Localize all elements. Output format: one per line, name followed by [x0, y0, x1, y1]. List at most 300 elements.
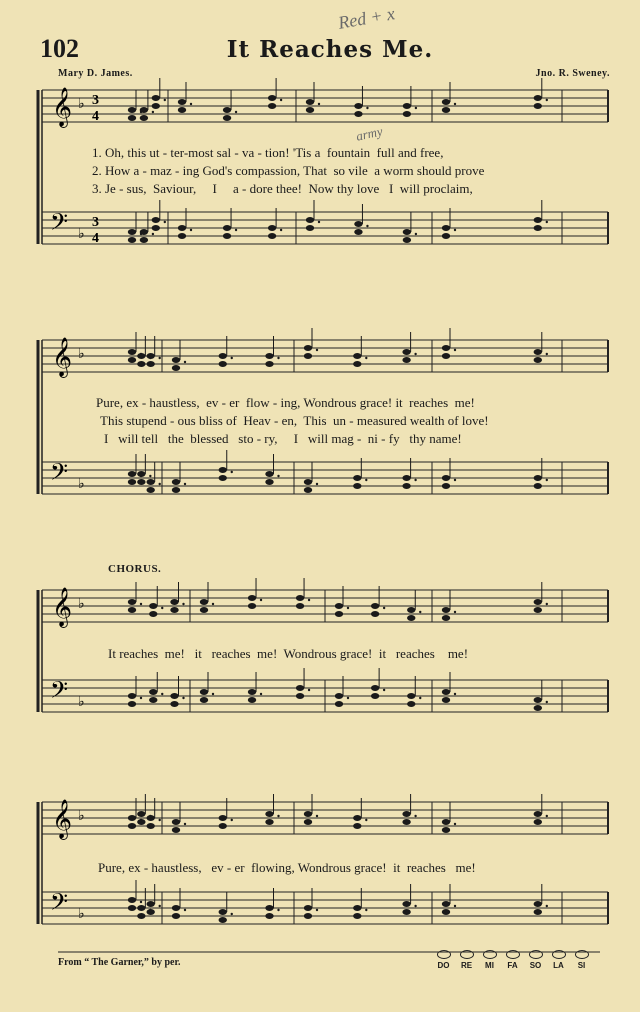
note-head — [296, 603, 304, 609]
note-dot — [365, 909, 367, 911]
note-head — [170, 693, 178, 699]
note-dot — [454, 823, 456, 825]
note-head — [268, 95, 276, 101]
solfege-la: LA — [547, 950, 570, 970]
note-head — [149, 689, 157, 695]
note-dot — [366, 225, 368, 227]
note-head — [534, 697, 542, 703]
note-dot — [231, 913, 233, 915]
note-dot — [318, 221, 320, 223]
note-dot — [277, 909, 279, 911]
note-head — [353, 823, 361, 829]
note-head — [219, 917, 227, 923]
note-dot — [347, 697, 349, 699]
note-head — [147, 361, 155, 367]
note-dot — [316, 909, 318, 911]
bass-clef-icon: 𝄢 — [50, 458, 69, 491]
note-head — [137, 819, 145, 825]
note-head — [172, 819, 180, 825]
note-dot — [308, 599, 310, 601]
note-head — [137, 913, 145, 919]
author-credit: Mary D. James. — [58, 68, 133, 79]
note-head — [442, 901, 450, 907]
note-dot — [546, 479, 548, 481]
flat-sign-icon: ♭ — [78, 597, 85, 612]
treble-clef-icon: 𝄞 — [52, 337, 73, 377]
note-dot — [365, 479, 367, 481]
note-dot — [308, 689, 310, 691]
note-dot — [277, 357, 279, 359]
note-head — [402, 357, 410, 363]
note-dot — [182, 603, 184, 605]
note-dot — [454, 229, 456, 231]
verse-3-line-2: I will tell the blessed sto - ry, I will mag - ni - fy thy name! — [104, 431, 462, 446]
note-head — [402, 483, 410, 489]
note-dot — [277, 475, 279, 477]
note-head — [304, 487, 312, 493]
note-head — [178, 107, 186, 113]
note-head — [534, 95, 542, 101]
note-head — [128, 599, 136, 605]
note-head — [223, 233, 231, 239]
note-head — [178, 225, 186, 231]
note-head — [223, 225, 231, 231]
note-head — [128, 107, 136, 113]
note-head — [128, 357, 136, 363]
note-head — [442, 353, 450, 359]
note-head — [128, 905, 136, 911]
note-head — [353, 353, 361, 359]
note-dot — [414, 479, 416, 481]
note-head — [265, 819, 273, 825]
note-head — [265, 905, 273, 911]
note-dot — [365, 819, 367, 821]
note-head — [128, 115, 136, 121]
note-head — [265, 361, 273, 367]
note-dot — [184, 909, 186, 911]
note-dot — [414, 815, 416, 817]
note-head — [219, 361, 227, 367]
note-dot — [152, 233, 154, 235]
note-head — [442, 697, 450, 703]
note-head — [442, 107, 450, 113]
time-signature: 4 — [92, 231, 99, 246]
note-head — [140, 237, 148, 243]
note-head — [219, 909, 227, 915]
note-head — [219, 353, 227, 359]
note-dot — [454, 103, 456, 105]
flat-sign-icon: ♭ — [78, 347, 85, 362]
note-head — [128, 479, 136, 485]
note-dot — [182, 697, 184, 699]
solfege-so: SO — [524, 950, 547, 970]
note-head — [200, 697, 208, 703]
note-head — [147, 901, 155, 907]
note-head — [147, 479, 155, 485]
note-head — [407, 701, 415, 707]
note-head — [219, 823, 227, 829]
note-head — [128, 237, 136, 243]
note-dot — [546, 701, 548, 703]
note-head — [534, 811, 542, 817]
note-dot — [231, 471, 233, 473]
note-head — [534, 819, 542, 825]
note-dot — [419, 697, 421, 699]
note-dot — [415, 233, 417, 235]
note-dot — [164, 99, 166, 101]
note-head — [170, 599, 178, 605]
note-dot — [159, 819, 161, 821]
note-dot — [184, 483, 186, 485]
note-head — [147, 823, 155, 829]
verse-2-line-2: This stupend - ous bliss of Heav - en, This un - measured wealth of love! — [100, 413, 489, 428]
note-head — [265, 479, 273, 485]
note-head — [265, 913, 273, 919]
flat-sign-icon: ♭ — [78, 809, 85, 824]
note-dot — [546, 99, 548, 101]
treble-clef-icon: 𝄞 — [52, 799, 73, 839]
source-footer: From “ The Garner,” by per. — [58, 957, 181, 968]
note-head — [137, 353, 145, 359]
note-head — [265, 811, 273, 817]
note-head — [353, 905, 361, 911]
note-head — [149, 697, 157, 703]
flat-sign-icon: ♭ — [78, 477, 85, 492]
chorus-label: CHORUS. — [108, 563, 162, 575]
note-head — [442, 819, 450, 825]
note-head — [402, 909, 410, 915]
note-head — [371, 693, 379, 699]
note-head — [140, 107, 148, 113]
note-head — [172, 357, 180, 363]
note-head — [140, 115, 148, 121]
note-head — [442, 689, 450, 695]
note-dot — [164, 221, 166, 223]
note-head — [178, 99, 186, 105]
note-dot — [546, 905, 548, 907]
note-head — [534, 483, 542, 489]
note-head — [152, 95, 160, 101]
note-head — [534, 607, 542, 613]
note-head — [296, 595, 304, 601]
note-head — [296, 693, 304, 699]
note-dot — [546, 815, 548, 817]
note-head — [442, 233, 450, 239]
note-dot — [161, 693, 163, 695]
note-dot — [383, 607, 385, 609]
note-head — [172, 827, 180, 833]
note-dot — [347, 607, 349, 609]
note-dot — [318, 103, 320, 105]
note-head — [223, 107, 231, 113]
note-head — [248, 697, 256, 703]
note-head — [335, 611, 343, 617]
pencil-annotation: Red + x — [336, 3, 397, 33]
bass-clef-icon: 𝄢 — [50, 888, 69, 921]
note-dot — [190, 103, 192, 105]
solfege-do: DO — [432, 950, 455, 970]
note-head — [306, 225, 314, 231]
note-head — [147, 815, 155, 821]
note-head — [304, 345, 312, 351]
pencil-annotation-lyric: army — [354, 123, 384, 144]
note-head — [248, 595, 256, 601]
note-head — [137, 811, 145, 817]
note-dot — [414, 353, 416, 355]
note-head — [353, 483, 361, 489]
note-head — [354, 221, 362, 227]
note-head — [152, 217, 160, 223]
note-head — [371, 685, 379, 691]
note-head — [403, 111, 411, 117]
note-head — [403, 103, 411, 109]
note-head — [306, 217, 314, 223]
note-head — [200, 607, 208, 613]
chorus-line-2: Pure, ex - haustless, ev - er flowing, Wondrous grace! it reaches me! — [98, 860, 476, 875]
note-dot — [149, 475, 151, 477]
note-head — [296, 685, 304, 691]
note-head — [172, 365, 180, 371]
note-head — [248, 603, 256, 609]
note-head — [354, 229, 362, 235]
note-head — [137, 905, 145, 911]
note-head — [172, 913, 180, 919]
note-head — [147, 909, 155, 915]
note-head — [407, 693, 415, 699]
note-dot — [316, 349, 318, 351]
note-head — [442, 483, 450, 489]
note-dot — [184, 361, 186, 363]
note-head — [442, 345, 450, 351]
note-head — [534, 599, 542, 605]
note-dot — [454, 479, 456, 481]
note-head — [128, 823, 136, 829]
note-dot — [231, 819, 233, 821]
note-dot — [316, 483, 318, 485]
note-head — [200, 599, 208, 605]
note-dot — [159, 357, 161, 359]
note-head — [223, 115, 231, 121]
note-dot — [161, 607, 163, 609]
note-dot — [366, 107, 368, 109]
verse-1-line-1: 1. Oh, this ut - ter-most sal - va - tion! 'Tis a fountain full and free, — [92, 145, 444, 160]
flat-sign-icon: ♭ — [78, 695, 85, 710]
note-dot — [454, 693, 456, 695]
note-head — [152, 225, 160, 231]
note-head — [128, 607, 136, 613]
note-dot — [212, 603, 214, 605]
solfege-mi: MI — [478, 950, 501, 970]
note-head — [402, 819, 410, 825]
note-head — [534, 357, 542, 363]
solfege-si: SI — [570, 950, 593, 970]
note-dot — [419, 611, 421, 613]
note-head — [353, 361, 361, 367]
note-head — [442, 99, 450, 105]
note-head — [534, 225, 542, 231]
note-dot — [415, 107, 417, 109]
note-dot — [235, 111, 237, 113]
note-head — [128, 693, 136, 699]
note-head — [170, 607, 178, 613]
note-head — [147, 487, 155, 493]
note-head — [265, 471, 273, 477]
note-head — [172, 479, 180, 485]
note-head — [353, 913, 361, 919]
note-head — [306, 99, 314, 105]
note-head — [403, 229, 411, 235]
note-head — [265, 353, 273, 359]
note-dot — [159, 483, 161, 485]
note-head — [137, 471, 145, 477]
note-head — [304, 819, 312, 825]
note-head — [402, 349, 410, 355]
note-head — [128, 229, 136, 235]
note-dot — [414, 905, 416, 907]
note-head — [335, 693, 343, 699]
note-head — [354, 111, 362, 117]
note-dot — [190, 229, 192, 231]
note-dot — [365, 357, 367, 359]
solfege-fa: FA — [501, 950, 524, 970]
note-head — [442, 475, 450, 481]
note-head — [149, 611, 157, 617]
note-head — [152, 103, 160, 109]
verse-3-line-1: 3. Je - sus, Saviour, I a - dore thee! Now thy love I will proclaim, — [92, 181, 473, 196]
note-dot — [546, 221, 548, 223]
hymn-title: It Reaches Me. — [226, 36, 434, 63]
note-head — [128, 471, 136, 477]
note-dot — [546, 353, 548, 355]
note-head — [304, 353, 312, 359]
page-number: 102 — [40, 34, 79, 63]
note-dot — [231, 357, 233, 359]
treble-clef-icon: 𝄞 — [52, 87, 73, 127]
note-head — [140, 229, 148, 235]
note-head — [304, 811, 312, 817]
note-head — [534, 901, 542, 907]
note-dot — [277, 815, 279, 817]
note-head — [354, 103, 362, 109]
note-dot — [140, 603, 142, 605]
chorus-line-1: It reaches me! it reaches me! Wondrous grace! it reaches me! — [108, 646, 469, 661]
note-head — [128, 701, 136, 707]
note-head — [442, 615, 450, 621]
note-head — [219, 475, 227, 481]
verse-2-line-1: 2. How a - maz - ing God's compassion, That so vile a worm should prove — [92, 163, 485, 178]
note-head — [402, 901, 410, 907]
note-head — [534, 349, 542, 355]
note-head — [268, 103, 276, 109]
note-head — [534, 103, 542, 109]
note-head — [442, 827, 450, 833]
note-head — [219, 815, 227, 821]
note-head — [335, 701, 343, 707]
note-dot — [316, 815, 318, 817]
note-head — [403, 237, 411, 243]
note-dot — [152, 111, 154, 113]
note-dot — [454, 349, 456, 351]
note-head — [304, 913, 312, 919]
note-head — [442, 607, 450, 613]
flat-sign-icon: ♭ — [78, 907, 85, 922]
note-head — [178, 233, 186, 239]
time-signature: 3 — [92, 93, 99, 108]
note-head — [170, 701, 178, 707]
time-signature: 3 — [92, 215, 99, 230]
flat-sign-icon: ♭ — [78, 227, 85, 242]
note-head — [407, 615, 415, 621]
composer-credit: Jno. R. Sweney. — [535, 68, 610, 79]
note-dot — [260, 693, 262, 695]
note-dot — [280, 229, 282, 231]
treble-clef-icon: 𝄞 — [52, 587, 73, 627]
note-head — [219, 467, 227, 473]
note-head — [407, 607, 415, 613]
note-dot — [159, 905, 161, 907]
note-dot — [383, 689, 385, 691]
note-head — [534, 217, 542, 223]
note-head — [147, 353, 155, 359]
note-dot — [454, 905, 456, 907]
note-head — [534, 475, 542, 481]
note-head — [402, 475, 410, 481]
note-head — [268, 233, 276, 239]
note-head — [304, 905, 312, 911]
note-head — [248, 689, 256, 695]
note-head — [128, 815, 136, 821]
note-head — [268, 225, 276, 231]
note-head — [371, 611, 379, 617]
note-head — [534, 705, 542, 711]
note-head — [149, 603, 157, 609]
note-head — [442, 225, 450, 231]
note-head — [137, 361, 145, 367]
note-dot — [140, 697, 142, 699]
time-signature: 4 — [92, 109, 99, 124]
note-head — [371, 603, 379, 609]
verse-1-line-2: Pure, ex - haustless, ev - er flow - ing, Wondrous grace! it reaches me! — [96, 395, 475, 410]
note-dot — [140, 901, 142, 903]
note-head — [534, 909, 542, 915]
bass-clef-icon: 𝄢 — [50, 676, 69, 709]
note-head — [353, 475, 361, 481]
solfege-legend — [432, 950, 602, 973]
note-head — [128, 349, 136, 355]
note-dot — [454, 611, 456, 613]
note-dot — [235, 229, 237, 231]
note-head — [128, 897, 136, 903]
flat-sign-icon: ♭ — [78, 97, 85, 112]
solfege-re: RE — [455, 950, 478, 970]
note-dot — [546, 603, 548, 605]
note-head — [137, 479, 145, 485]
note-dot — [260, 599, 262, 601]
note-head — [306, 107, 314, 113]
note-head — [353, 815, 361, 821]
note-head — [200, 689, 208, 695]
note-head — [172, 487, 180, 493]
note-head — [442, 909, 450, 915]
note-head — [402, 811, 410, 817]
note-head — [304, 479, 312, 485]
note-head — [335, 603, 343, 609]
note-dot — [212, 693, 214, 695]
bass-clef-icon: 𝄢 — [50, 208, 69, 241]
note-head — [172, 905, 180, 911]
note-dot — [280, 99, 282, 101]
note-dot — [184, 823, 186, 825]
